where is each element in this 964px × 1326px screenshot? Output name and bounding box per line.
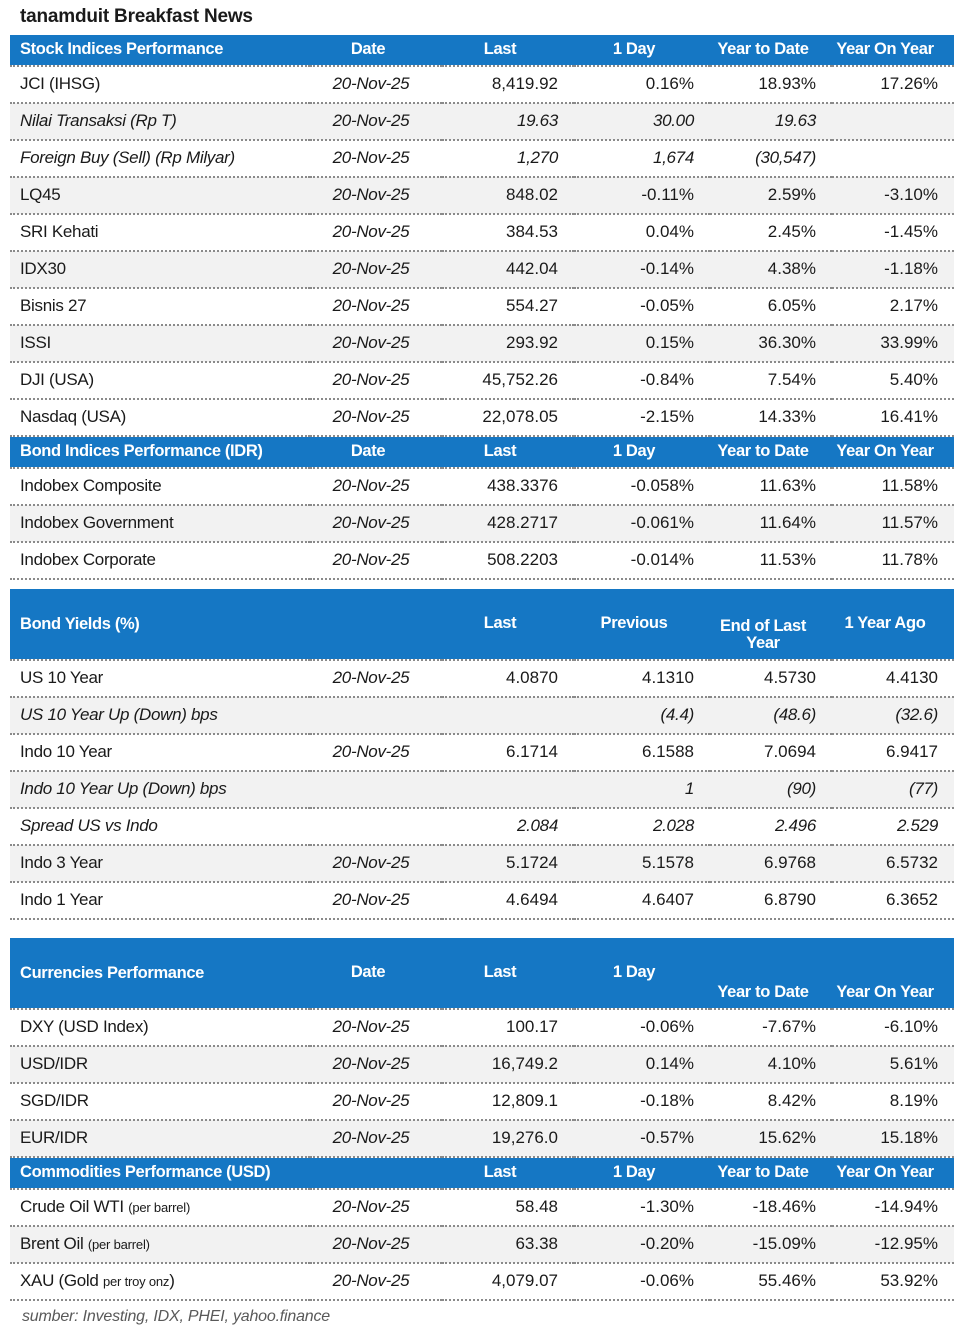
row-1day: -0.57% bbox=[574, 1120, 710, 1157]
row-yoy: 2.17% bbox=[832, 288, 954, 325]
row-date: 20-Nov-25 bbox=[310, 734, 442, 771]
row-last: 100.17 bbox=[442, 1009, 574, 1046]
row-ytd: 4.38% bbox=[710, 251, 832, 288]
row-last: 4.0870 bbox=[442, 660, 574, 697]
row-yoy: -1.45% bbox=[832, 214, 954, 251]
row-1day: 0.14% bbox=[574, 1046, 710, 1083]
row-1day: -1.30% bbox=[574, 1189, 710, 1226]
col-header-last: Last bbox=[442, 938, 574, 1009]
row-label: Nilai Transaksi (Rp T) bbox=[10, 103, 310, 140]
row-date: 20-Nov-25 bbox=[310, 505, 442, 542]
col-header-last: Last bbox=[442, 437, 574, 468]
row-date: 20-Nov-25 bbox=[310, 1189, 442, 1226]
source-footer: sumber: Investing, IDX, PHEI, yahoo.finance bbox=[22, 1308, 331, 1325]
row-1day: -0.11% bbox=[574, 177, 710, 214]
row-date: 20-Nov-25 bbox=[310, 1009, 442, 1046]
table-row bbox=[10, 1189, 954, 1226]
row-label: Indobex Corporate bbox=[10, 542, 310, 579]
col-header-date: Date bbox=[310, 35, 442, 66]
row-label-detail: (per barrel) bbox=[128, 1200, 191, 1215]
row-date: 20-Nov-25 bbox=[310, 1120, 442, 1157]
row-ytd: 4.10% bbox=[710, 1046, 832, 1083]
col-header-previous: Previous bbox=[574, 589, 710, 660]
table-row bbox=[10, 734, 954, 771]
page-title: tanamduit Breakfast News bbox=[20, 6, 253, 27]
col-header-last: Last bbox=[442, 589, 574, 660]
row-date: 20-Nov-25 bbox=[310, 1263, 442, 1300]
table-row bbox=[10, 66, 954, 103]
row-label-main: Brent Oil bbox=[20, 1234, 88, 1253]
col-header-1day: 1 Day bbox=[574, 437, 710, 468]
col-header-bond-yields: Bond Yields (%) bbox=[10, 589, 310, 660]
row-1day: -0.20% bbox=[574, 1226, 710, 1263]
table-row bbox=[10, 845, 954, 882]
row-ytd: 55.46% bbox=[710, 1263, 832, 1300]
row-label: DJI (USA) bbox=[10, 362, 310, 399]
row-1-year-ago: 6.9417 bbox=[832, 734, 954, 771]
row-1-year-ago: (77) bbox=[832, 771, 954, 808]
table-row bbox=[10, 362, 954, 399]
row-last: 22,078.05 bbox=[442, 399, 574, 436]
row-last: 19,276.0 bbox=[442, 1120, 574, 1157]
row-ytd: 14.33% bbox=[710, 399, 832, 436]
row-label: Indobex Government bbox=[10, 505, 310, 542]
row-date: 20-Nov-25 bbox=[310, 66, 442, 103]
commodities-body bbox=[10, 1189, 954, 1300]
row-yoy: 5.40% bbox=[832, 362, 954, 399]
table-row bbox=[10, 1263, 954, 1300]
row-yoy: -6.10% bbox=[832, 1009, 954, 1046]
row-date bbox=[310, 771, 442, 808]
row-1-year-ago: 4.4130 bbox=[832, 660, 954, 697]
row-ytd: 11.64% bbox=[710, 505, 832, 542]
row-label: Indo 10 Year Up (Down) bps bbox=[10, 771, 310, 808]
row-ytd: -18.46% bbox=[710, 1189, 832, 1226]
row-last: 384.53 bbox=[442, 214, 574, 251]
row-1-year-ago: 6.5732 bbox=[832, 845, 954, 882]
col-header-date: Date bbox=[310, 437, 442, 468]
row-label-detail: (per barrel) bbox=[87, 1237, 150, 1252]
row-date: 20-Nov-25 bbox=[310, 103, 442, 140]
table-row bbox=[10, 140, 954, 177]
row-yoy: 11.58% bbox=[832, 468, 954, 505]
row-yoy: 11.78% bbox=[832, 542, 954, 579]
row-date bbox=[310, 697, 442, 734]
table-row bbox=[10, 325, 954, 362]
row-yoy: 11.57% bbox=[832, 505, 954, 542]
stock-indices-table bbox=[10, 35, 954, 437]
table-row bbox=[10, 103, 954, 140]
row-date: 20-Nov-25 bbox=[310, 468, 442, 505]
row-date: 20-Nov-25 bbox=[310, 1046, 442, 1083]
row-last: 508.2203 bbox=[442, 542, 574, 579]
table-row bbox=[10, 1009, 954, 1046]
row-date: 20-Nov-25 bbox=[310, 214, 442, 251]
row-label: JCI (IHSG) bbox=[10, 66, 310, 103]
commodities-table bbox=[10, 1158, 954, 1301]
row-1-year-ago: 2.529 bbox=[832, 808, 954, 845]
col-header-bond-indices: Bond Indices Performance (IDR) bbox=[10, 437, 310, 468]
row-previous: 4.6407 bbox=[574, 882, 710, 919]
col-header-ytd: Year to Date bbox=[710, 1158, 832, 1189]
row-label: Indo 3 Year bbox=[10, 845, 310, 882]
bond-indices-table bbox=[10, 437, 954, 580]
row-last bbox=[442, 771, 574, 808]
row-ytd: (30,547) bbox=[710, 140, 832, 177]
stock-indices-header-row bbox=[10, 35, 954, 66]
table-row bbox=[10, 214, 954, 251]
col-header-stock-indices: Stock Indices Performance bbox=[10, 35, 310, 66]
col-header-1day: 1 Day bbox=[574, 35, 710, 66]
col-header-yoy: Year On Year bbox=[832, 437, 954, 468]
row-1day: -0.84% bbox=[574, 362, 710, 399]
row-last: 438.3376 bbox=[442, 468, 574, 505]
row-yoy: 17.26% bbox=[832, 66, 954, 103]
row-ytd: 7.54% bbox=[710, 362, 832, 399]
table-row bbox=[10, 399, 954, 436]
row-label: Nasdaq (USA) bbox=[10, 399, 310, 436]
row-previous: 5.1578 bbox=[574, 845, 710, 882]
row-label: Foreign Buy (Sell) (Rp Milyar) bbox=[10, 140, 310, 177]
row-last: 8,419.92 bbox=[442, 66, 574, 103]
row-date: 20-Nov-25 bbox=[310, 288, 442, 325]
row-1day: -0.058% bbox=[574, 468, 710, 505]
row-end-of-last-year: 4.5730 bbox=[710, 660, 832, 697]
row-ytd: 15.62% bbox=[710, 1120, 832, 1157]
row-label-main: Crude Oil WTI bbox=[20, 1197, 129, 1216]
col-header-end-of-last-year: End of Last Year bbox=[710, 589, 832, 660]
col-header-last: Last bbox=[442, 35, 574, 66]
row-previous: 1 bbox=[574, 771, 710, 808]
row-ytd: 2.59% bbox=[710, 177, 832, 214]
section-spacer bbox=[10, 580, 954, 589]
row-ytd: 19.63 bbox=[710, 103, 832, 140]
row-date: 20-Nov-25 bbox=[310, 882, 442, 919]
row-date: 20-Nov-25 bbox=[310, 251, 442, 288]
row-last: 1,270 bbox=[442, 140, 574, 177]
row-1day: -0.05% bbox=[574, 288, 710, 325]
col-header-ytd: Year to Date bbox=[710, 938, 832, 1009]
section-spacer bbox=[10, 920, 954, 938]
bond-yields-table bbox=[10, 589, 954, 920]
row-1day: 1,674 bbox=[574, 140, 710, 177]
table-row bbox=[10, 660, 954, 697]
bond-yields-header-row bbox=[10, 589, 954, 660]
row-label bbox=[10, 1263, 310, 1300]
row-label: ISSI bbox=[10, 325, 310, 362]
row-yoy: 15.18% bbox=[832, 1120, 954, 1157]
stock-indices-body bbox=[10, 66, 954, 436]
table-row bbox=[10, 1226, 954, 1263]
row-previous: 4.1310 bbox=[574, 660, 710, 697]
row-last: 58.48 bbox=[442, 1189, 574, 1226]
col-header-commodities: Commodities Performance (USD) bbox=[10, 1158, 310, 1189]
row-date bbox=[310, 808, 442, 845]
row-date: 20-Nov-25 bbox=[310, 399, 442, 436]
row-label bbox=[10, 1189, 310, 1226]
table-row bbox=[10, 468, 954, 505]
table-row bbox=[10, 771, 954, 808]
bond-indices-header-row bbox=[10, 437, 954, 468]
row-label-main: XAU (Gold bbox=[20, 1271, 103, 1290]
row-last: 12,809.1 bbox=[442, 1083, 574, 1120]
table-row bbox=[10, 882, 954, 919]
row-1day: 0.04% bbox=[574, 214, 710, 251]
currencies-body bbox=[10, 1009, 954, 1157]
row-yoy: 8.19% bbox=[832, 1083, 954, 1120]
row-last: 45,752.26 bbox=[442, 362, 574, 399]
table-row bbox=[10, 808, 954, 845]
col-header-1-year-ago: 1 Year Ago bbox=[832, 589, 954, 660]
row-label: Indobex Composite bbox=[10, 468, 310, 505]
table-row bbox=[10, 1083, 954, 1120]
col-header-1day: 1 Day bbox=[574, 1158, 710, 1189]
row-ytd: -15.09% bbox=[710, 1226, 832, 1263]
row-yoy: -3.10% bbox=[832, 177, 954, 214]
row-date: 20-Nov-25 bbox=[310, 1226, 442, 1263]
col-header-yoy: Year On Year bbox=[832, 1158, 954, 1189]
row-ytd: 11.63% bbox=[710, 468, 832, 505]
table-row bbox=[10, 288, 954, 325]
row-label: USD/IDR bbox=[10, 1046, 310, 1083]
row-end-of-last-year: 6.9768 bbox=[710, 845, 832, 882]
row-yoy: -1.18% bbox=[832, 251, 954, 288]
table-row bbox=[10, 1046, 954, 1083]
row-label: SGD/IDR bbox=[10, 1083, 310, 1120]
row-1day: -0.14% bbox=[574, 251, 710, 288]
row-1day: 0.16% bbox=[574, 66, 710, 103]
row-1day: -2.15% bbox=[574, 399, 710, 436]
row-date: 20-Nov-25 bbox=[310, 845, 442, 882]
row-label: Indo 10 Year bbox=[10, 734, 310, 771]
col-header-yoy: Year On Year bbox=[832, 938, 954, 1009]
row-last: 2.084 bbox=[442, 808, 574, 845]
col-header-last: Last bbox=[442, 1158, 574, 1189]
row-end-of-last-year: 7.0694 bbox=[710, 734, 832, 771]
row-last: 4,079.07 bbox=[442, 1263, 574, 1300]
row-1-year-ago: (32.6) bbox=[832, 697, 954, 734]
row-last: 428.2717 bbox=[442, 505, 574, 542]
table-row bbox=[10, 251, 954, 288]
row-1-year-ago: 6.3652 bbox=[832, 882, 954, 919]
col-header-currencies: Currencies Performance bbox=[10, 938, 310, 1009]
row-ytd: -7.67% bbox=[710, 1009, 832, 1046]
row-date: 20-Nov-25 bbox=[310, 177, 442, 214]
row-last: 4.6494 bbox=[442, 882, 574, 919]
table-row bbox=[10, 697, 954, 734]
table-row bbox=[10, 1120, 954, 1157]
col-header-yoy: Year On Year bbox=[832, 35, 954, 66]
row-end-of-last-year: (90) bbox=[710, 771, 832, 808]
row-label: DXY (USD Index) bbox=[10, 1009, 310, 1046]
row-last: 16,749.2 bbox=[442, 1046, 574, 1083]
row-yoy: 16.41% bbox=[832, 399, 954, 436]
row-last: 442.04 bbox=[442, 251, 574, 288]
row-label: US 10 Year Up (Down) bps bbox=[10, 697, 310, 734]
row-end-of-last-year: (48.6) bbox=[710, 697, 832, 734]
row-yoy bbox=[832, 103, 954, 140]
row-label: Indo 1 Year bbox=[10, 882, 310, 919]
row-date: 20-Nov-25 bbox=[310, 325, 442, 362]
row-ytd: 8.42% bbox=[710, 1083, 832, 1120]
row-last bbox=[442, 697, 574, 734]
row-date: 20-Nov-25 bbox=[310, 140, 442, 177]
row-yoy: -14.94% bbox=[832, 1189, 954, 1226]
row-1day: -0.06% bbox=[574, 1263, 710, 1300]
row-1day: -0.06% bbox=[574, 1009, 710, 1046]
row-ytd: 6.05% bbox=[710, 288, 832, 325]
row-ytd: 18.93% bbox=[710, 66, 832, 103]
row-label-detail: per troy onz bbox=[102, 1274, 170, 1289]
col-header-blank bbox=[310, 1158, 442, 1189]
row-end-of-last-year: 2.496 bbox=[710, 808, 832, 845]
row-label: LQ45 bbox=[10, 177, 310, 214]
table-row bbox=[10, 505, 954, 542]
row-yoy: 5.61% bbox=[832, 1046, 954, 1083]
row-end-of-last-year: 6.8790 bbox=[710, 882, 832, 919]
row-last: 6.1714 bbox=[442, 734, 574, 771]
row-previous: 2.028 bbox=[574, 808, 710, 845]
row-previous: 6.1588 bbox=[574, 734, 710, 771]
row-yoy: 33.99% bbox=[832, 325, 954, 362]
col-header-blank bbox=[310, 589, 442, 660]
row-last: 5.1724 bbox=[442, 845, 574, 882]
row-date: 20-Nov-25 bbox=[310, 1083, 442, 1120]
row-label: Bisnis 27 bbox=[10, 288, 310, 325]
row-last: 293.92 bbox=[442, 325, 574, 362]
row-1day: 0.15% bbox=[574, 325, 710, 362]
row-yoy: -12.95% bbox=[832, 1226, 954, 1263]
row-label: SRI Kehati bbox=[10, 214, 310, 251]
table-row bbox=[10, 177, 954, 214]
row-1day: -0.061% bbox=[574, 505, 710, 542]
row-label: IDX30 bbox=[10, 251, 310, 288]
row-ytd: 2.45% bbox=[710, 214, 832, 251]
row-last: 63.38 bbox=[442, 1226, 574, 1263]
row-label bbox=[10, 1226, 310, 1263]
row-label: Spread US vs Indo bbox=[10, 808, 310, 845]
row-yoy: 53.92% bbox=[832, 1263, 954, 1300]
row-date: 20-Nov-25 bbox=[310, 660, 442, 697]
row-date: 20-Nov-25 bbox=[310, 542, 442, 579]
col-header-1day: 1 Day bbox=[574, 938, 710, 1009]
bond-yields-body bbox=[10, 660, 954, 919]
commodities-header-row bbox=[10, 1158, 954, 1189]
row-label: US 10 Year bbox=[10, 660, 310, 697]
col-header-date: Date bbox=[310, 938, 442, 1009]
currencies-header-row bbox=[10, 938, 954, 1009]
row-last: 554.27 bbox=[442, 288, 574, 325]
row-label: EUR/IDR bbox=[10, 1120, 310, 1157]
row-1day: 30.00 bbox=[574, 103, 710, 140]
row-date: 20-Nov-25 bbox=[310, 362, 442, 399]
bond-indices-body bbox=[10, 468, 954, 579]
col-header-ytd: Year to Date bbox=[710, 437, 832, 468]
row-ytd: 11.53% bbox=[710, 542, 832, 579]
currencies-table bbox=[10, 938, 954, 1158]
row-last: 19.63 bbox=[442, 103, 574, 140]
row-ytd: 36.30% bbox=[710, 325, 832, 362]
row-1day: -0.18% bbox=[574, 1083, 710, 1120]
col-header-ytd: Year to Date bbox=[710, 35, 832, 66]
row-yoy bbox=[832, 140, 954, 177]
row-previous: (4.4) bbox=[574, 697, 710, 734]
row-label-tail: ) bbox=[169, 1271, 175, 1290]
table-row bbox=[10, 542, 954, 579]
row-1day: -0.014% bbox=[574, 542, 710, 579]
row-last: 848.02 bbox=[442, 177, 574, 214]
